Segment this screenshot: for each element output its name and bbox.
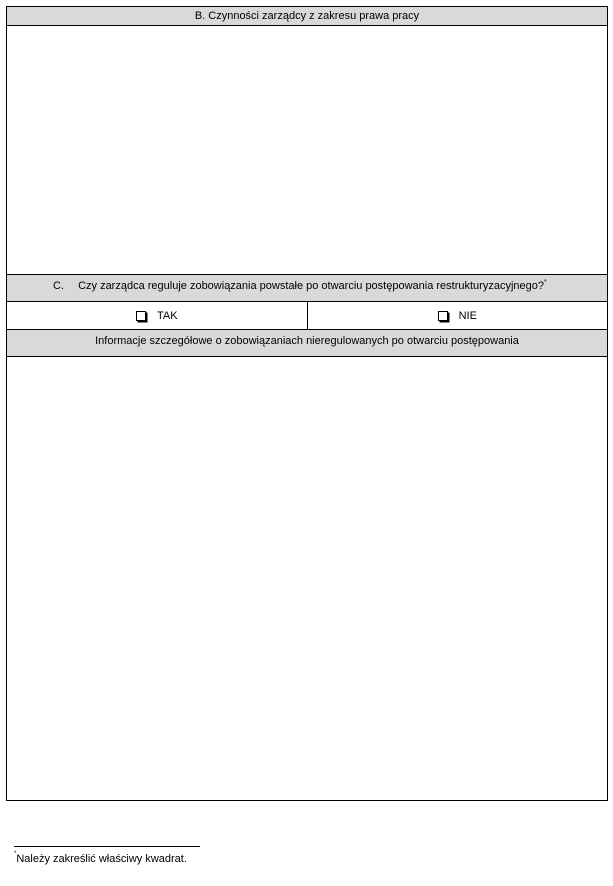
footnote-mark: *	[14, 851, 17, 857]
choice-yes[interactable]	[7, 302, 308, 329]
section-b-title: B. Czynności zarządcy z zakresu prawa pracy	[194, 10, 420, 22]
details-header	[7, 330, 607, 357]
choice-no-label: NIE	[458, 309, 477, 322]
section-b-header	[7, 7, 607, 26]
footnote	[14, 853, 187, 865]
footnote-divider	[14, 846, 200, 847]
section-c-header	[7, 275, 607, 302]
section-c-question: Czy zarządca reguluje zobowiązania powstałe po otwarciu postępowania restrukturyzacyjnego?	[78, 280, 544, 292]
checkbox-yes[interactable]	[136, 311, 146, 321]
section-b-content-area[interactable]	[7, 26, 607, 275]
choice-no[interactable]	[308, 302, 608, 329]
details-title: Informacje szczegółowe o zobowiązaniach nieregulowanych po otwarciu postępowania	[95, 335, 519, 347]
footnote-text: Należy zakreślić właściwy kwadrat.	[16, 853, 187, 865]
details-content-area[interactable]	[7, 357, 607, 800]
checkbox-no[interactable]	[438, 311, 448, 321]
form-table	[6, 6, 608, 801]
section-c-choices	[7, 302, 607, 330]
section-c-footnote-mark: *	[543, 279, 547, 286]
choice-yes-label: TAK	[156, 309, 178, 322]
section-c-number: C.	[53, 280, 64, 292]
